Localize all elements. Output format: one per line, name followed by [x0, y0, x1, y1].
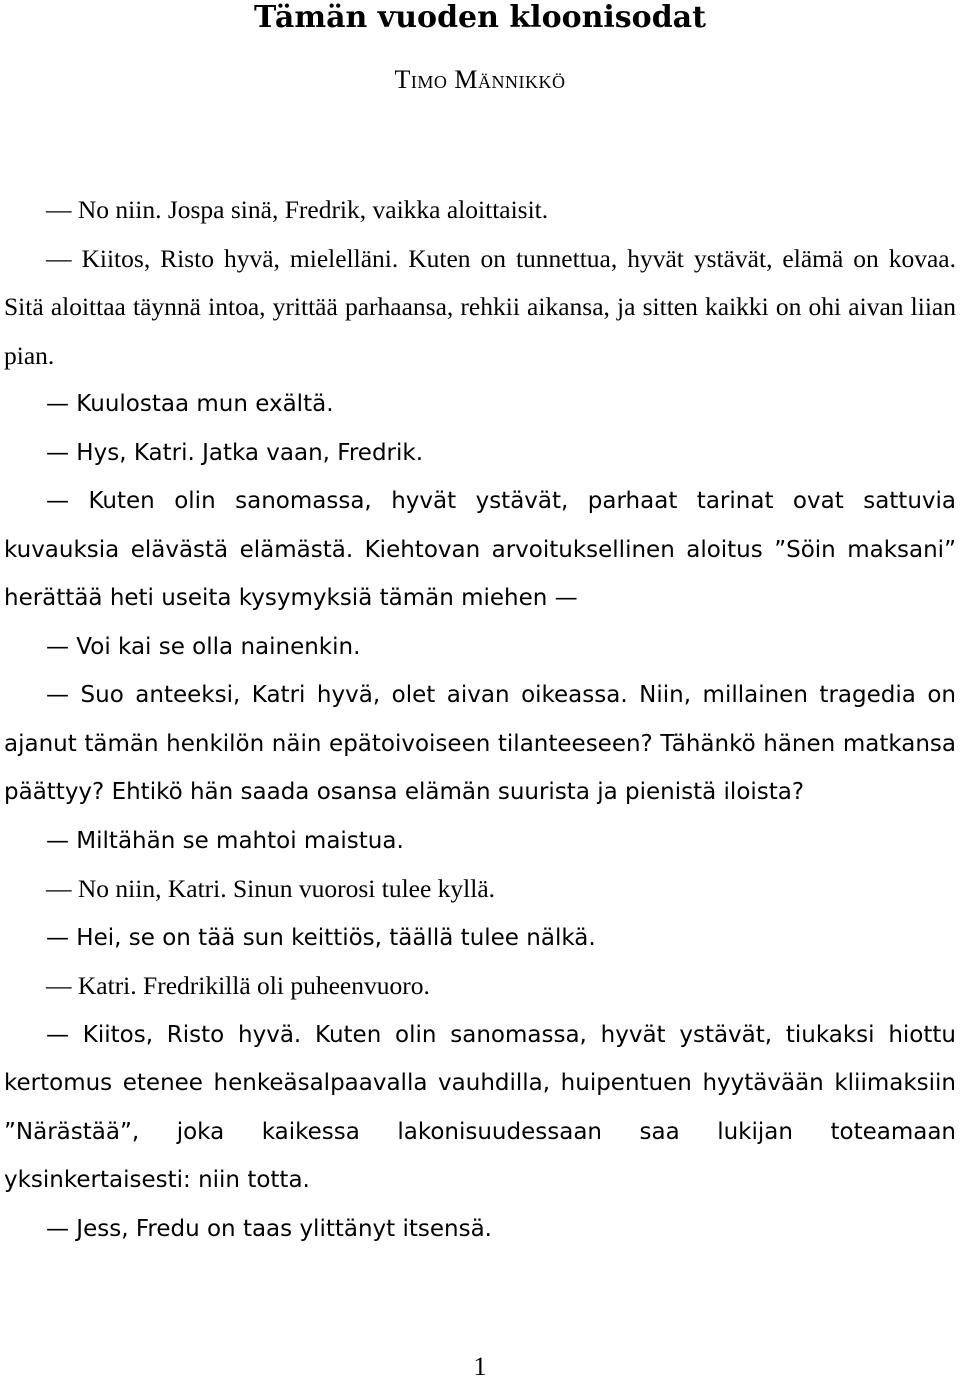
dialogue-line: — Katri. Fredrikillä oli puheenvuoro.	[46, 971, 430, 1000]
dialogue-line: — Kuulostaa mun exältä.	[46, 391, 334, 417]
dialogue-line: — No niin. Jospa sinä, Fredrik, vaikka aloittaisit.	[46, 195, 549, 224]
dialogue-line: — Voi kai se olla nainenkin.	[46, 633, 361, 660]
dialogue-line: — Jess, Fredu on taas ylittänyt itsensä.	[46, 1215, 492, 1242]
dialogue-line: — Miltähän se mahtoi maistua.	[46, 827, 404, 854]
dialogue-line: — Kiitos, Risto hyvä, mielelläni. Kuten on tunnettua, hyvät ystävät, elämä on kovaa. Sitä aloittaa täynnä intoa, yrittää parhaansa, rehkii aikansa, ja sitten kaikki on ohi aivan liian pian.	[4, 243, 956, 370]
author-name: Timo Männikkö	[394, 65, 566, 94]
dialogue-line: — Hei, se on tää sun keittiös, täällä tulee nälkä.	[46, 924, 596, 951]
dialogue-line: — Kuten olin sanomassa, hyvät ystävät, parhaat tarinat ovat sattuvia kuvauksia elävästä elämästä. Kiehtovan arvoituksellinen aloitus ”Söin maksani” herättää heti useita kysymyksiä tämän miehen —	[4, 488, 956, 611]
page-number: 1	[473, 1352, 487, 1381]
dialogue-line: — Suo anteeksi, Katri hyvä, olet aivan oikeassa. Niin, millainen tragedia on ajanut tämän henkilön näin epätoivoiseen tilanteeseen? Tähänkö hänen matkansa päättyy? Ehtikö hän saada osansa elämän suurista ja pienistä iloista?	[4, 682, 956, 805]
dialogue-line: — Hys, Katri. Jatka vaan, Fredrik.	[46, 439, 424, 466]
dialogue-body	[4, 186, 956, 1253]
dialogue-line: — Kiitos, Risto hyvä. Kuten olin sanomassa, hyvät ystävät, tiukaksi hiottu kertomus etenee henkeäsalpaavalla vauhdilla, huipentuen hyytävään kliimaksiin ”Närästää”, joka kaikessa lakonisuudessaan saa lukijan toteamaan yksinkertaisesti: niin totta.	[4, 1021, 956, 1193]
document-title: Tämän vuoden kloonisodat	[254, 0, 706, 35]
dialogue-line: — No niin, Katri. Sinun vuorosi tulee kyllä.	[46, 874, 496, 903]
